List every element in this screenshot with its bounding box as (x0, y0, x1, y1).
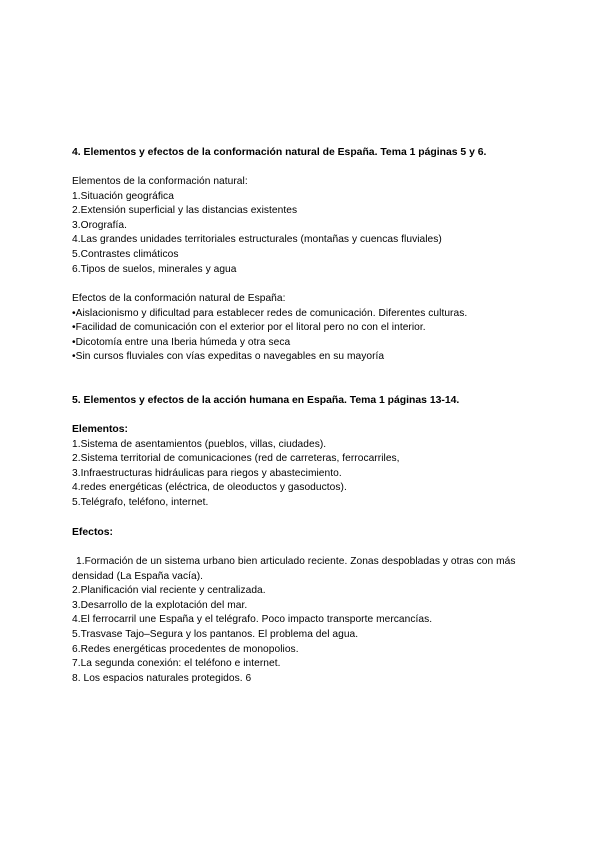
effects-title: Efectos de la conformación natural de España: (72, 293, 286, 304)
list-item: 6.Redes energéticas procedentes de monopolios. (72, 643, 299, 655)
list-item: 4.El ferrocarril une España y el telégrafo. Poco impacto transporte mercancías. (72, 614, 433, 626)
list-item: 7.La segunda conexión: el teléfono e internet. (72, 658, 281, 670)
list-item: 6.Tipos de suelos, minerales y agua (72, 263, 237, 275)
list-item: 2.Sistema territorial de comunicaciones (red de carreteras, ferrocarriles, (72, 453, 400, 465)
list-item: 4.Las grandes unidades territoriales estructurales (montañas y cuencas fluviales) (72, 234, 442, 246)
elements-title: Elementos de la conformación natural: (72, 176, 248, 187)
section-4-heading: 4. Elementos y efectos de la conformación natural de España. Tema 1 páginas 5 y 6. (72, 147, 487, 158)
list-item: 1.Sistema de asentamientos (pueblos, villas, ciudades). (72, 438, 327, 450)
list-item: 8. Los espacios naturales protegidos. 6 (72, 672, 252, 684)
list-item: 3.Infraestructuras hidráulicas para riegos y abastecimiento. (72, 467, 342, 479)
list-item: 5.Contrastes climáticos (72, 248, 179, 260)
section-5-heading: 5. Elementos y efectos de la acción humana en España. Tema 1 páginas 13-14. (72, 395, 460, 406)
list-item: •Dicotomía entre una Iberia húmeda y otra seca (72, 336, 291, 348)
list-item: 2.Extensión superficial y las distancias existentes (72, 205, 298, 217)
section-5-effects-title: Efectos: (72, 527, 113, 538)
section-5-effects (72, 555, 552, 686)
list-item: 5.Telégrafo, teléfono, internet. (72, 496, 209, 508)
elements-title: Elementos: (72, 424, 129, 435)
list-item: •Facilidad de comunicación con el exterior por el litoral pero no con el interior. (72, 322, 426, 334)
list-item: 1.Formación de un sistema urbano bien articulado reciente. Zonas despobladas y otras con más densidad (La España vacía). (72, 556, 516, 582)
list-item: 1.Situación geográfica (72, 190, 174, 202)
list-item: •Aislacionismo y dificultad para establecer redes de comunicación. Diferentes culturas. (72, 307, 468, 319)
list-item: 5.Trasvase Tajo–Segura y los pantanos. El problema del agua. (72, 628, 359, 640)
section-4-elements (72, 175, 552, 277)
list-item: 3.Desarrollo de la explotación del mar. (72, 599, 248, 611)
section-4-effects (72, 292, 552, 365)
list-item: 3.Orografía. (72, 219, 127, 231)
section-5-elements (72, 423, 552, 511)
list-item: 4.redes energéticas (eléctrica, de oleoductos y gasoductos). (72, 482, 347, 494)
list-item: 2.Planificación vial reciente y centralizada. (72, 585, 266, 597)
list-item: •Sin cursos fluviales con vías expeditas o navegables en su mayoría (72, 351, 385, 363)
